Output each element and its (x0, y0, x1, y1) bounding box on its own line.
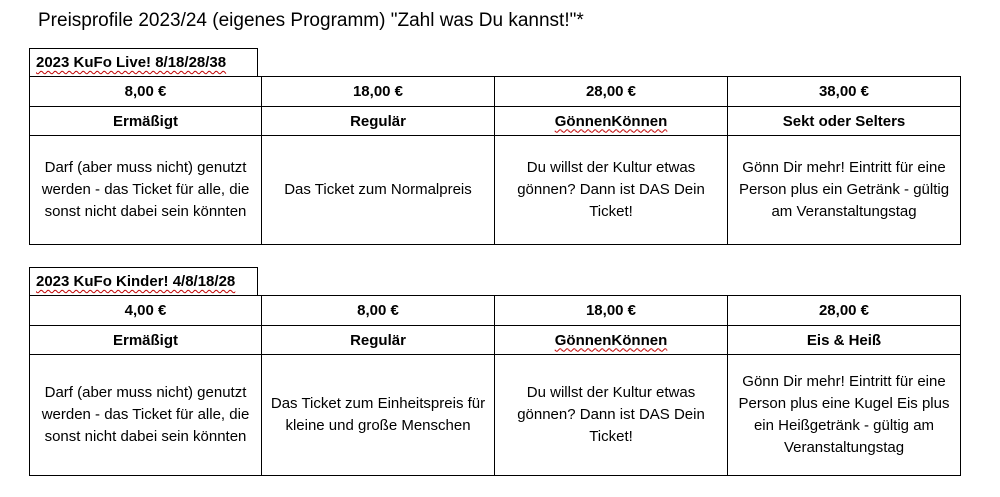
description-cell: Darf (aber muss nicht) genutzt werden - das Ticket für alle, die sonst nicht dabei sein könnten (30, 136, 262, 245)
price-cell: 8,00 € (30, 77, 262, 107)
profile-name-cell: Eis & Heiß (728, 326, 961, 355)
description-cell: Das Ticket zum Normalpreis (262, 136, 495, 245)
section-label-text: 2023 KuFo Live! 8/18/28/38 (36, 54, 227, 71)
name-row (30, 107, 961, 136)
description-row (30, 355, 961, 476)
profile-name-cell: Ermäßigt (30, 107, 262, 136)
profile-name-cell: Sekt oder Selters (728, 107, 961, 136)
price-row (30, 77, 961, 107)
pricing-table (29, 76, 961, 245)
profile-name-cell (495, 107, 728, 136)
price-cell: 28,00 € (495, 77, 728, 107)
description-cell: Du willst der Kultur etwas gönnen? Dann ist DAS Dein Ticket! (495, 136, 728, 245)
section-label-text: 2023 KuFo Kinder! 4/8/18/28 (36, 273, 236, 290)
description-row (30, 136, 961, 245)
price-cell: 18,00 € (262, 77, 495, 107)
price-cell: 4,00 € (30, 296, 262, 326)
name-row (30, 326, 961, 355)
profile-name-cell: Regulär (262, 326, 495, 355)
description-cell: Du willst der Kultur etwas gönnen? Dann ist DAS Dein Ticket! (495, 355, 728, 476)
profile-name-text: GönnenKönnen (554, 112, 668, 130)
price-cell: 8,00 € (262, 296, 495, 326)
pricing-section-kinder (29, 267, 960, 476)
pricing-table (29, 295, 961, 476)
profile-name-cell: Regulär (262, 107, 495, 136)
profile-name-text: GönnenKönnen (554, 331, 668, 349)
price-cell: 28,00 € (728, 296, 961, 326)
pricing-section-live (29, 48, 960, 245)
price-cell: 18,00 € (495, 296, 728, 326)
page-title: Preisprofile 2023/24 (eigenes Programm) "Zahl was Du kannst!"* (38, 10, 584, 31)
profile-name-cell (495, 326, 728, 355)
description-cell: Gönn Dir mehr! Eintritt für eine Person plus ein Getränk - gültig am Veranstaltungstag (728, 136, 961, 245)
section-label (29, 48, 258, 76)
description-cell: Gönn Dir mehr! Eintritt für eine Person plus eine Kugel Eis plus ein Heißgetränk - gültig am Veranstaltungstag (728, 355, 961, 476)
price-cell: 38,00 € (728, 77, 961, 107)
price-row (30, 296, 961, 326)
section-label (29, 267, 258, 295)
profile-name-cell: Ermäßigt (30, 326, 262, 355)
description-cell: Darf (aber muss nicht) genutzt werden - das Ticket für alle, die sonst nicht dabei sein könnten (30, 355, 262, 476)
description-cell: Das Ticket zum Einheitspreis für kleine und große Menschen (262, 355, 495, 476)
